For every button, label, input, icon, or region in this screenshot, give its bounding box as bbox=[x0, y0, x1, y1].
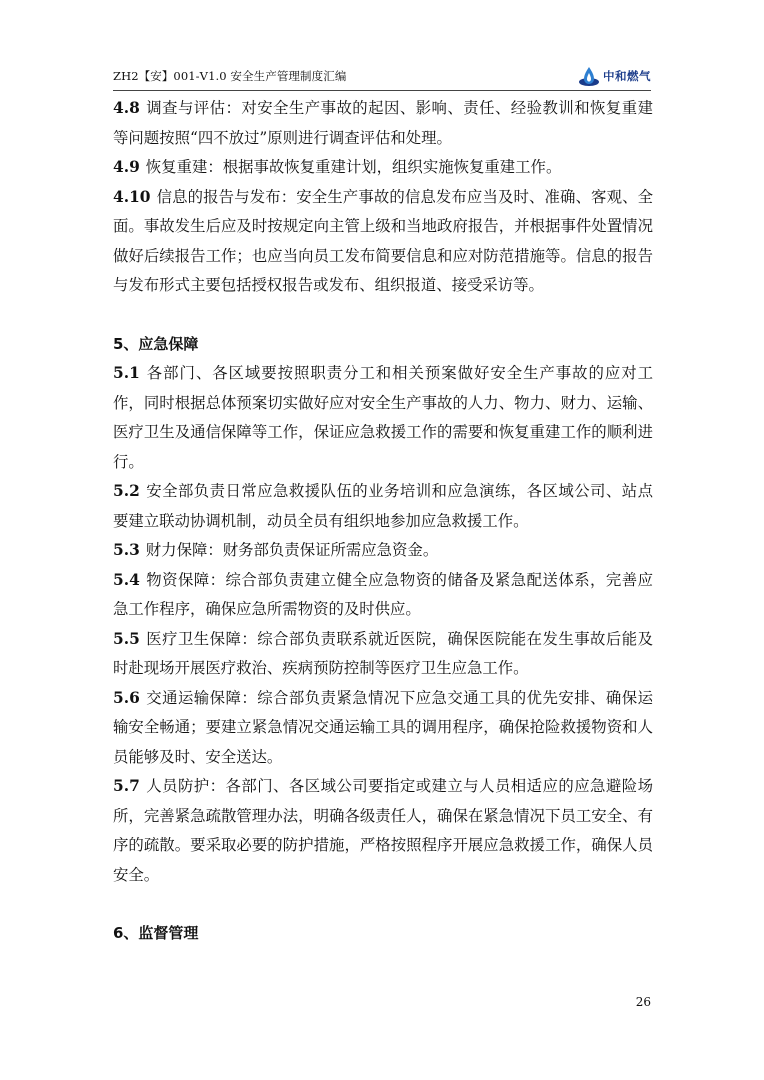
clause-number: 5.3 bbox=[113, 541, 140, 559]
clause-text: 恢复重建：根据事故恢复重建计划，组织实施恢复重建工作。 bbox=[145, 158, 562, 176]
section-gap bbox=[113, 301, 653, 330]
clause-number: 5.2 bbox=[113, 482, 140, 500]
clause-text: 信息的报告与发布：安全生产事故的信息发布应当及时、准确、客观、全面。事故发生后应及时按规定向主管上级和当地政府报告，并根据事件处置情况做好后续报告工作；也应当向员工发布简要信息和应对防范措施等。信息的报告与发布形式主要包括授权报告或发布、组织报道、接受采访等。 bbox=[113, 187, 653, 294]
clause-number: 5.1 bbox=[113, 364, 140, 382]
clause-number: 5.5 bbox=[113, 629, 140, 648]
logo-text: 中和燃气 bbox=[603, 69, 651, 83]
clause-5-4 bbox=[113, 566, 653, 625]
clause-number: 4.8 bbox=[113, 99, 140, 117]
section-6-title: 6、监督管理 bbox=[113, 924, 199, 942]
clause-text: 各部门、各区域要按照职责分工和相关预案做好安全生产事故的应对工作，同时根据总体预案切实做好应对安全生产事故的人力、物力、财力、运输、医疗卫生及通信保障等工作，保证应急救援工作的需要和恢复重建工作的顺利进行。 bbox=[113, 364, 653, 471]
page-header bbox=[113, 60, 651, 91]
clause-4-10 bbox=[113, 183, 653, 301]
document-code: ZH2【安】001-V1.0 安全生产管理制度汇编 bbox=[113, 69, 347, 83]
clause-4-9 bbox=[113, 153, 653, 183]
clause-text: 财力保障：财务部负责保证所需应急资金。 bbox=[145, 541, 439, 559]
clause-number: 5.4 bbox=[113, 570, 140, 589]
page-number: 26 bbox=[635, 995, 651, 1009]
flame-drop-icon bbox=[578, 65, 600, 87]
clause-text: 安全部负责日常应急救援队伍的业务培训和应急演练，各区域公司、站点要建立联动协调机制，动员全员有组织地参加应急救援工作。 bbox=[113, 482, 653, 530]
clause-4-8 bbox=[113, 94, 653, 153]
clause-number: 5.7 bbox=[113, 777, 140, 795]
clause-text: 交通运输保障：综合部负责紧急情况下应急交通工具的优先安排、确保运输安全畅通；要建立紧急情况交通运输工具的调用程序，确保抢险救援物资和人员能够及时、安全送达。 bbox=[113, 688, 653, 766]
clause-5-7 bbox=[113, 772, 653, 890]
clause-text: 调查与评估：对安全生产事故的起因、影响、责任、经验教训和恢复重建等问题按照“四不放过”原则进行调查评估和处理。 bbox=[113, 99, 653, 147]
clause-text: 医疗卫生保障：综合部负责联系就近医院，确保医院能在发生事故后能及时赴现场开展医疗救治、疾病预防控制等医疗卫生应急工作。 bbox=[113, 629, 653, 677]
clause-5-3 bbox=[113, 536, 653, 566]
clause-number: 4.9 bbox=[113, 158, 140, 176]
clause-5-2 bbox=[113, 477, 653, 536]
clause-number: 4.10 bbox=[113, 187, 151, 206]
document-body bbox=[113, 94, 653, 949]
clause-5-1 bbox=[113, 359, 653, 477]
clause-5-5 bbox=[113, 625, 653, 684]
clause-text: 物资保障：综合部负责建立健全应急物资的储备及紧急配送体系，完善应急工作程序，确保应急所需物资的及时供应。 bbox=[113, 570, 653, 618]
section-5-title: 5、应急保障 bbox=[113, 334, 199, 353]
clause-text: 人员防护：各部门、各区域公司要指定或建立与人员相适应的应急避险场所，完善紧急疏散管理办法，明确各级责任人，确保在紧急情况下员工安全、有序的疏散。要采取必要的防护措施，严格按照程序开展应急救援工作，确保人员安全。 bbox=[113, 777, 653, 884]
clause-5-6 bbox=[113, 684, 653, 773]
clause-number: 5.6 bbox=[113, 688, 140, 707]
section-gap bbox=[113, 890, 653, 919]
company-logo bbox=[578, 65, 651, 87]
